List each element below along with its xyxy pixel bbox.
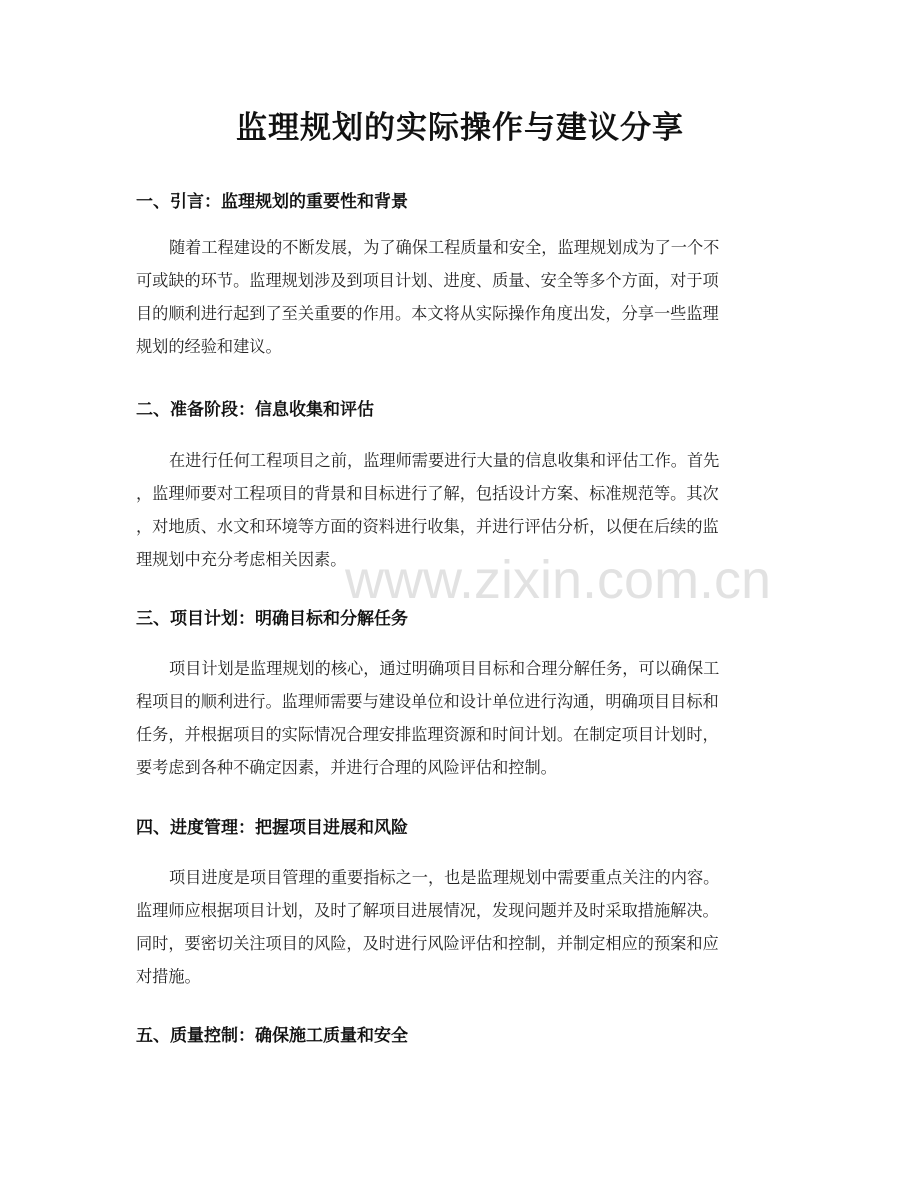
section-paragraph-project-plan xyxy=(136,652,786,784)
document-title: 监理规划的实际操作与建议分享 xyxy=(236,110,684,146)
section-heading-intro: 一、引言：监理规划的重要性和背景 xyxy=(136,192,408,212)
section-heading-progress: 四、进度管理：把握项目进展和风险 xyxy=(136,818,408,838)
paragraph-line: 随着工程建设的不断发展，为了确保工程质量和安全，监理规划成为了一个不 xyxy=(169,238,720,257)
paragraph-line: 监理师应根据项目计划，及时了解项目进展情况，发现问题并及时采取措施解决。 xyxy=(136,901,719,920)
paragraph-line: 在进行任何工程项目之前，监理师需要进行大量的信息收集和评估工作。首先 xyxy=(169,451,720,470)
paragraph-line: 对措施。 xyxy=(136,967,201,986)
paragraph-line: 规划的经验和建议。 xyxy=(136,337,282,356)
paragraph-line: 项目进度是项目管理的重要指标之一，也是监理规划中需要重点关注的内容。 xyxy=(169,868,720,887)
section-heading-preparation: 二、准备阶段：信息收集和评估 xyxy=(136,400,374,420)
paragraph-line: 可或缺的环节。监理规划涉及到项目计划、进度、质量、安全等多个方面，对于项 xyxy=(136,271,719,290)
section-paragraph-progress xyxy=(136,861,786,993)
paragraph-line: 理规划中充分考虑相关因素。 xyxy=(136,550,347,569)
paragraph-line: 目的顺利进行起到了至关重要的作用。本文将从实际操作角度出发，分享一些监理 xyxy=(136,304,719,323)
watermark: www.zixin.com.cn xyxy=(345,550,772,610)
section-paragraph-preparation xyxy=(136,444,786,576)
section-heading-quality: 五、质量控制：确保施工质量和安全 xyxy=(136,1026,408,1046)
paragraph-line: 程项目的顺利进行。监理师需要与建设单位和设计单位进行沟通，明确项目目标和 xyxy=(136,692,719,711)
paragraph-line: 要考虑到各种不确定因素，并进行合理的风险评估和控制。 xyxy=(136,758,557,777)
paragraph-line: 任务，并根据项目的实际情况合理安排监理资源和时间计划。在制定项目计划时， xyxy=(136,725,719,744)
paragraph-line: 项目计划是监理规划的核心，通过明确项目目标和合理分解任务，可以确保工 xyxy=(169,659,720,678)
paragraph-line: ，对地质、水文和环境等方面的资料进行收集，并进行评估分析，以便在后续的监 xyxy=(136,517,719,536)
paragraph-line: ，监理师要对工程项目的背景和目标进行了解，包括设计方案、标准规范等。其次 xyxy=(136,484,719,503)
section-paragraph-intro xyxy=(136,231,786,363)
paragraph-line: 同时，要密切关注项目的风险，及时进行风险评估和控制，并制定相应的预案和应 xyxy=(136,934,719,953)
section-heading-project-plan: 三、项目计划：明确目标和分解任务 xyxy=(136,609,408,629)
